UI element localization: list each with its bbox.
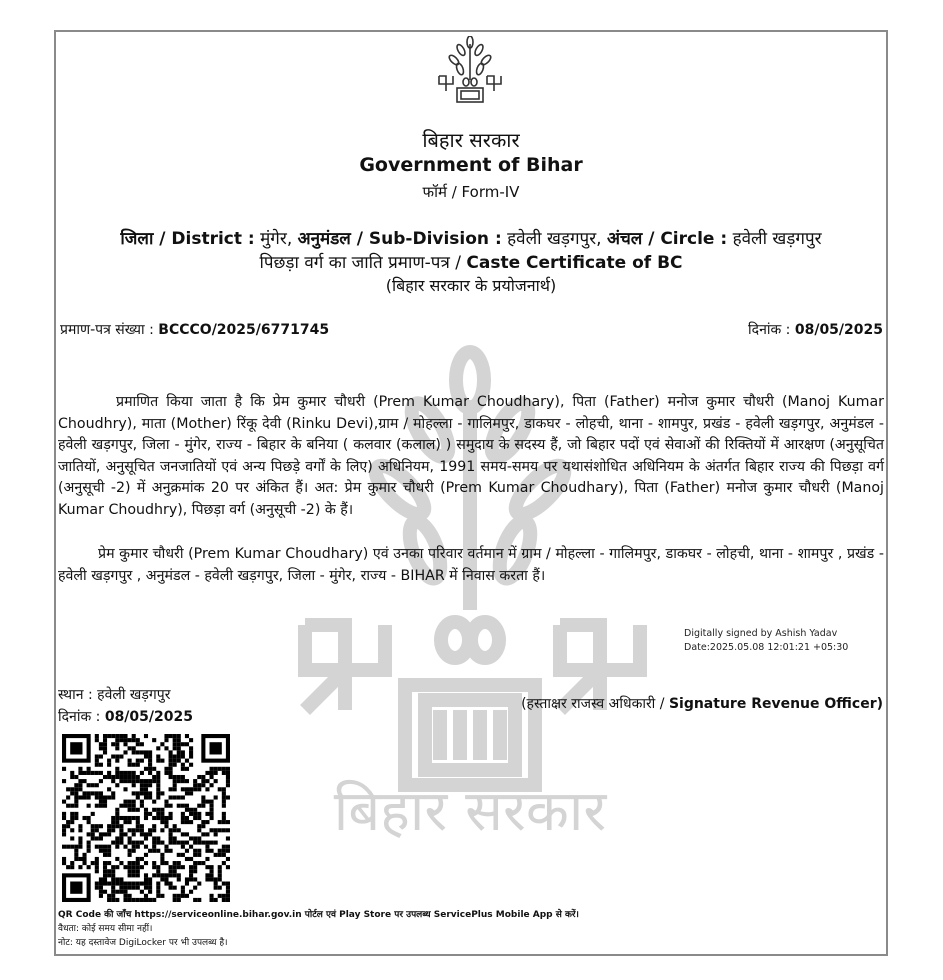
subdivision-value: हवेली खड़गपुर, — [507, 229, 602, 249]
digital-signature — [684, 627, 848, 655]
certificate-number-label: प्रमाण-पत्र संख्या : — [60, 322, 154, 338]
issue-date-label: दिनांक : — [748, 322, 791, 338]
watermark-text: बिहार सरकार — [333, 779, 607, 840]
issue-date — [748, 320, 883, 339]
digital-signature-date: Date:2025.05.08 12:01:21 +05:30 — [684, 642, 849, 653]
place-date-label: दिनांक : — [58, 709, 101, 725]
footer-qr-note: QR Code की जाँच https://serviceonline.bihar.gov.in पोर्टल एवं Play Store पर उपलब्ध ServicePlus Mobile App से करें। — [58, 910, 579, 920]
purpose-line: (बिहार सरकार के प्रयोजनार्थ) — [385, 276, 557, 295]
paragraph-2-text: प्रेम कुमार चौधरी (Prem Kumar Choudhary) एवं उनका परिवार वर्तमान में ग्राम / मोहल्ला - गालिमपुर, डाकघर - लोहची, थाना - शामपुर , प्रखंड - हवेली खड़गपुर , अनुमंडल - हवेली खड़गपुर, जिला - मुंगेर, राज्य - BIHAR में निवास करता हैं। — [58, 546, 884, 584]
govt-title-english: Government of Bihar — [359, 154, 583, 176]
footer-validity: वैधता: कोई समय सीमा नहीं। — [58, 924, 153, 934]
signature-officer-english: Signature Revenue Officer) — [668, 696, 883, 712]
district-line — [56, 226, 886, 249]
circle-label: अंचल / Circle : — [606, 229, 728, 249]
place-date-value: 08/05/2025 — [104, 709, 193, 725]
footer-notes — [58, 908, 579, 950]
digital-signature-name: Digitally signed by Ashish Yadav — [684, 628, 838, 639]
qr-code-icon[interactable] — [62, 734, 230, 902]
district-value: मुंगेर, — [260, 229, 293, 249]
place-label: स्थान : — [58, 687, 93, 703]
circle-value: हवेली खड़गपुर — [732, 229, 822, 249]
footer-digilocker: नोट: यह दस्तावेज DigiLocker पर भी उपलब्ध है। — [58, 938, 228, 948]
bihar-emblem-icon — [433, 36, 507, 106]
form-label: फॉर्म / Form-IV — [422, 183, 520, 201]
district-label: जिला / District : — [120, 229, 255, 249]
certificate-number-value: BCCCO/2025/6771745 — [158, 322, 330, 338]
certificate-title-english: Caste Certificate of BC — [466, 253, 683, 273]
place-block — [58, 684, 193, 728]
place-value: हवेली खड़गपुर — [97, 687, 171, 703]
signature-officer-hindi: (हस्ताक्षर राजस्व अधिकारी / — [521, 696, 665, 712]
place-line — [58, 684, 193, 706]
paragraph-1-text: प्रमाणित किया जाता है कि प्रेम कुमार चौधरी (Prem Kumar Choudhary), पिता (Father) मनोज कुमार चौधरी (Manoj Kumar Choudhry), माता (Mother) रिंकू देवी (Rinku Devi),ग्राम / मोहल्ला - गालिमपुर, डाकघर - लोहची, थाना - शामपुर, प्रखंड - हवेली खड़गपुर, अनुमंडल - हवेली खड़गपुर, जिला - मुंगेर, राज्य - बिहार के बनिया ( कलवार (कलाल) ) समुदाय के सदस्य हैं, जो बिहार पदों एवं सेवाओं की रिक्तियों में आरक्षण (अनुसूचित जातियों, अनुसूचित जनजातियों एवं अन्य पिछड़े वर्गों के लिए) अधिनियम, 1991 समय-समय पर यथासंशोधित अधिनियम के अंतर्गत बिहार राज्य की पिछड़ा वर्ग (अनुसूची -2) में अनुक्रमांक 20 पर अंकित हैं। अत: प्रेम कुमार चौधरी (Prem Kumar Choudhary), पिता (Father) मनोज कुमार चौधरी (Manoj Kumar Choudhry), पिछड़ा वर्ग (अनुसूची -2) के हैं। — [58, 394, 884, 518]
certificate-number — [60, 320, 329, 339]
certificate-title — [56, 250, 886, 273]
govt-title-hindi: बिहार सरकार — [422, 128, 520, 152]
place-date-line — [58, 706, 193, 728]
issue-date-value: 08/05/2025 — [794, 322, 883, 338]
subdivision-label: अनुमंडल / Sub-Division : — [297, 229, 502, 249]
certificate-title-hindi: पिछड़ा वर्ग का जाति प्रमाण-पत्र / — [259, 253, 461, 273]
certificate-paragraph-2 — [58, 544, 884, 587]
signature-officer — [521, 694, 883, 713]
certificate-paragraph-1 — [58, 392, 884, 521]
